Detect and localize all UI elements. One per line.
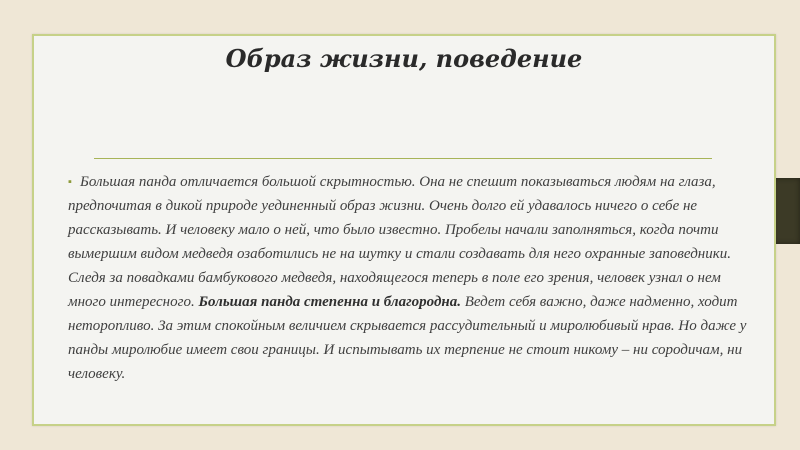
paragraph-text-after: Ведет себя важно, даже надменно, ходит неторопливо. За этим спокойным величием скрывается рассудительный и миролюбивый нрав. Но даже у панды миролюбие имеет свои границы. И испытывать их терпение не стоит никому – ни сородичам, ни человеку. bbox=[68, 294, 747, 382]
title-divider bbox=[94, 158, 712, 159]
paragraph-text-before: Большая панда отличается большой скрытностью. Она не спешит показываться людям на глаза, предпочитая в дикой природе уединенный образ жизни. Очень долго ей удавалось ничего о себе не рассказывать. И человеку мало о ней, что было известно. Пробелы начали заполняться, когда почти вымершим видом медведя озаботились не на шутку и стали создавать для него охранные заповедники. Следя за повадками бамбукового медведя, находящегося теперь в поле его зрения, человек узнал о нем много интересного. bbox=[68, 174, 731, 310]
slide-panel bbox=[32, 34, 776, 426]
slide-title: Образ жизни, поведение bbox=[225, 44, 583, 73]
bullet-icon: ▪ bbox=[68, 176, 72, 188]
paragraph-bold-text: Большая панда степенна и благородна. bbox=[198, 294, 461, 310]
body-paragraph bbox=[68, 170, 752, 386]
